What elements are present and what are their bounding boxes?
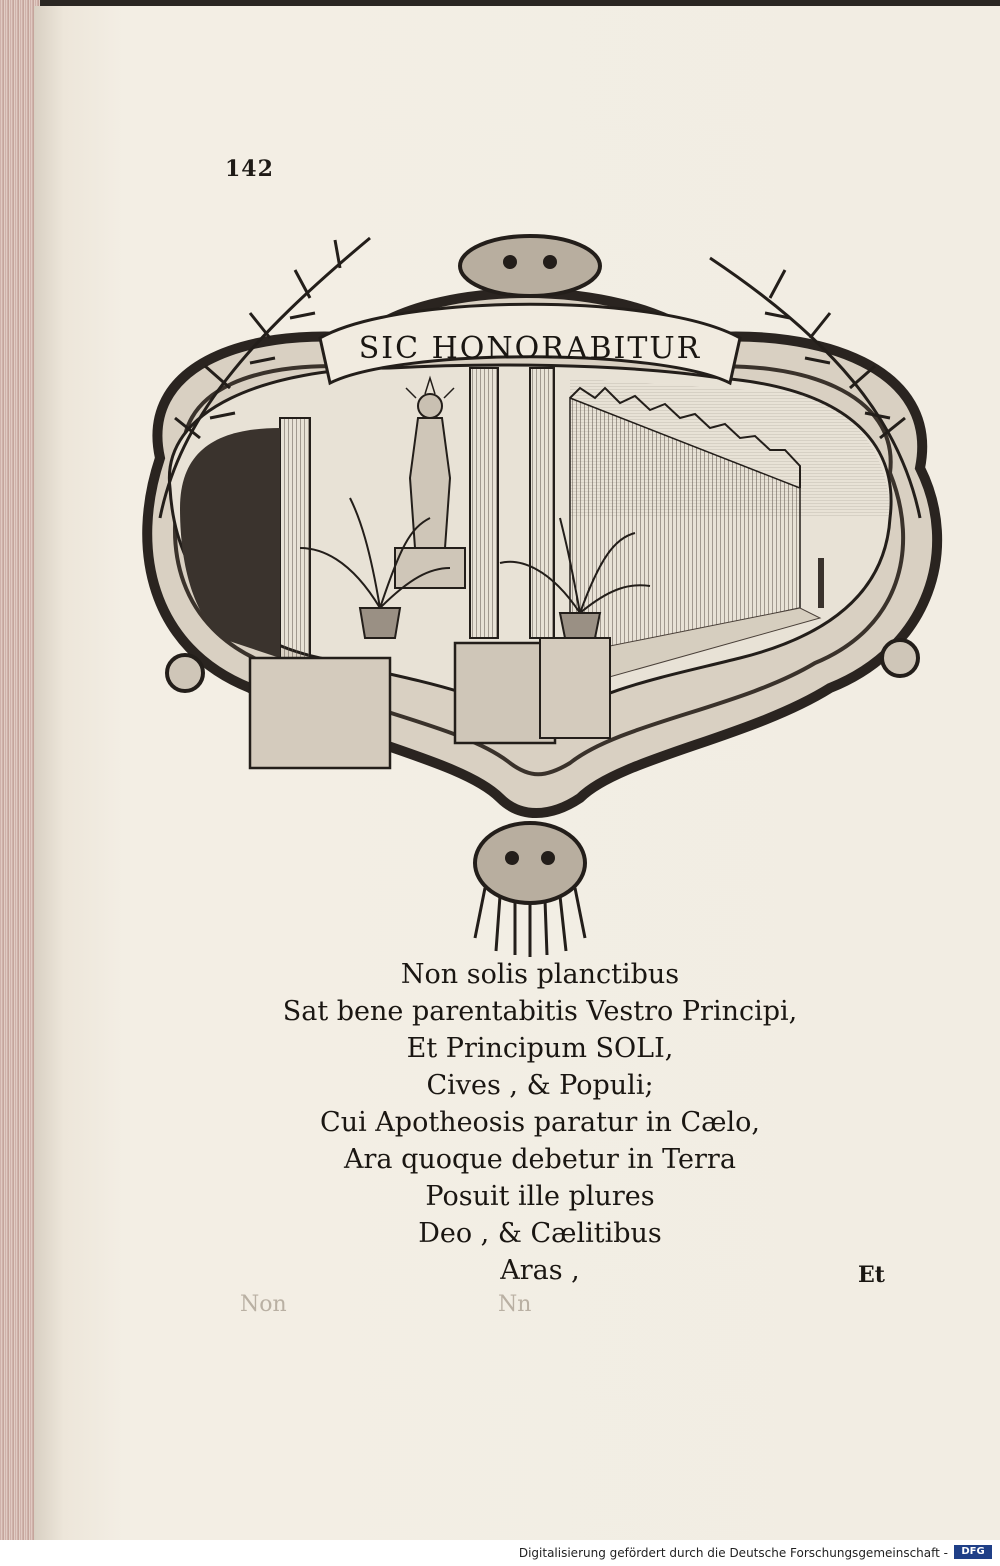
verse-line: Aras ,: [500, 1255, 580, 1286]
verse-line: Deo , & Cælitibus: [418, 1218, 662, 1249]
verse-line: Et Principum SOLI,: [406, 1033, 674, 1064]
engraved-emblem: [100, 218, 980, 958]
verse-line: Posuit ille plures: [425, 1181, 655, 1212]
distant-obelisk: [818, 558, 824, 608]
page-number: 142: [225, 156, 274, 182]
verse-line: Non solis planctibus: [400, 959, 680, 990]
verse-text: [260, 956, 820, 1289]
verse-line: Cui Apotheosis paratur in Cælo,: [320, 1107, 760, 1138]
motto-text: SIC HONORABITUR: [358, 331, 702, 366]
verse-line: Ara quoque debetur in Terra: [344, 1144, 736, 1175]
column-centre: [470, 368, 498, 638]
dfg-logo: DFG: [954, 1545, 992, 1559]
digitization-credit: Digitalisierung gefördert durch die Deutsche Forschungsgemeinschaft -: [518, 1546, 948, 1560]
showthrough-text-mid: Nn: [498, 1292, 532, 1317]
verse-line: Sat bene parentabitis Vestro Principi,: [282, 996, 798, 1027]
bottom-mask-ornament: [475, 823, 585, 957]
top-mask-ornament: [460, 236, 600, 296]
column-left: [280, 418, 310, 658]
catchword: Et: [858, 1262, 885, 1288]
verse-line: Cives , & Populi;: [426, 1070, 654, 1101]
showthrough-text-left: Non: [240, 1292, 287, 1317]
